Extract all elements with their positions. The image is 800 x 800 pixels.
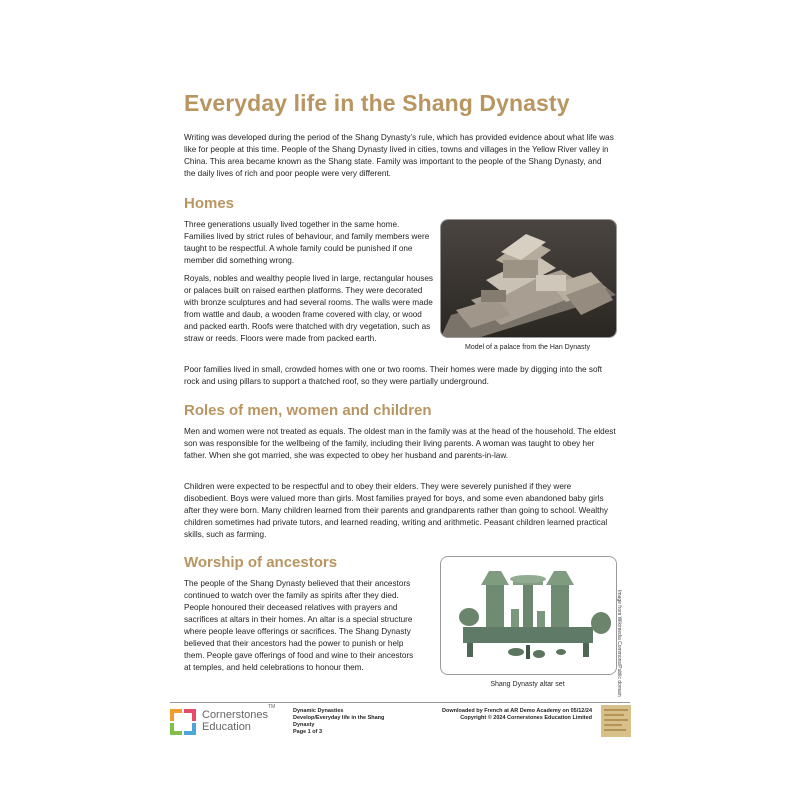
- altar-image-caption: Shang Dynasty altar set: [490, 681, 565, 688]
- page-title: Everyday life in the Shang Dynasty: [184, 90, 570, 116]
- homes-heading: Homes: [184, 195, 235, 212]
- footer-divider: [170, 702, 630, 703]
- palace-image-caption: Model of a palace from the Han Dynasty: [465, 344, 590, 351]
- footer-left-info: [293, 708, 403, 736]
- footer-topic: Dynamic Dynasties: [293, 708, 344, 714]
- palace-model-illustration: [441, 220, 616, 337]
- roles-paragraph-2: Children were expected to be respectful and to obey their elders. They were severely punished if they were disobedient. Boys were valued more than girls. Most families prayed for boys, and some even abandoned baby girls after they were born. Many children learned from their parents and grandparents rather than going to school. Wealthy children sometimes had private tutors, and learned reading, writing and arithmetic. Peasant children learned practical skills, such as farming.: [184, 482, 609, 539]
- footer-page-number: Page 1 of 3: [293, 729, 323, 735]
- logo-line-2: Education: [202, 721, 251, 733]
- worship-heading: Worship of ancestors: [184, 554, 338, 571]
- footer-right-info: [432, 708, 592, 722]
- intro-paragraph: Writing was developed during the period of the Shang Dynasty’s rule, which has provided evidence about what life was like for people at this time. People of the Shang Dynasty lived in cities, towns and villages in the Yellow River valley in China. This area became known as the Shang state. Family was important to the people of the Shang Dynasty, and the daily lives of rich and poor people were very different.: [184, 133, 614, 178]
- roles-heading: Roles of men, women and children: [184, 402, 432, 419]
- altar-set-illustration: [441, 557, 616, 674]
- palace-model-image: [440, 219, 617, 338]
- footer-path: Develop/Everyday life in the Shang Dynasty: [293, 715, 385, 728]
- worship-paragraph: The people of the Shang Dynasty believed that their ancestors continued to watch over the family as spirits after they died. People honoured their deceased relatives with prayers and sacrifices at altars in their homes. An altar is a special structure where people leave offerings or sacrifices. The Shang Dynasty believed that their ancestors had the power to punish or help them. People gave offerings of food and wine to their ancestors at temples, and held celebrations to honour them.: [184, 579, 414, 672]
- footer-copyright: Copyright © 2024 Cornerstones Education Limited: [460, 715, 592, 721]
- homes-paragraph-2: Royals, nobles and wealthy people lived in large, rectangular houses or palaces built on raised earthen platforms. They were decorated with bronze sculptures and had several rooms. The walls were made from wattle and daub, a wooden frame covered with clay, or wood and packed earth. Roofs were thatched with dry vegetation, such as straw or reeds. Floors were made from packed earth.: [184, 274, 433, 343]
- parchment-thumbnail-icon: [601, 705, 631, 737]
- image-credit: Image from Wikimedia Commons/Public domain: [616, 590, 622, 697]
- logo-line-1: Cornerstones: [202, 709, 269, 721]
- homes-paragraph-1: Three generations usually lived together in the same home. Families lived by strict rules of behaviour, and family members were taught to be respectful. A whole family could be punished if one member did something wrong.: [184, 220, 430, 265]
- logo-trademark: TM: [268, 704, 276, 710]
- footer-download-note: Downloaded by French at AR Demo Academy on 05/12/24: [442, 708, 592, 714]
- homes-paragraph-3: Poor families lived in small, crowded homes with one or two rooms. Their homes were made by digging into the soft rock and using pillars to support a thatched roof, so they were partially underground.: [184, 365, 603, 386]
- roles-paragraph-1: Men and women were not treated as equals. The oldest man in the family was at the head of the household. The eldest son was responsible for the wellbeing of the family, including their living parents. A woman was taught to obey her father. When she got married, she was expected to obey her husband and parents-in-law.: [184, 427, 616, 460]
- altar-set-image: [440, 556, 617, 675]
